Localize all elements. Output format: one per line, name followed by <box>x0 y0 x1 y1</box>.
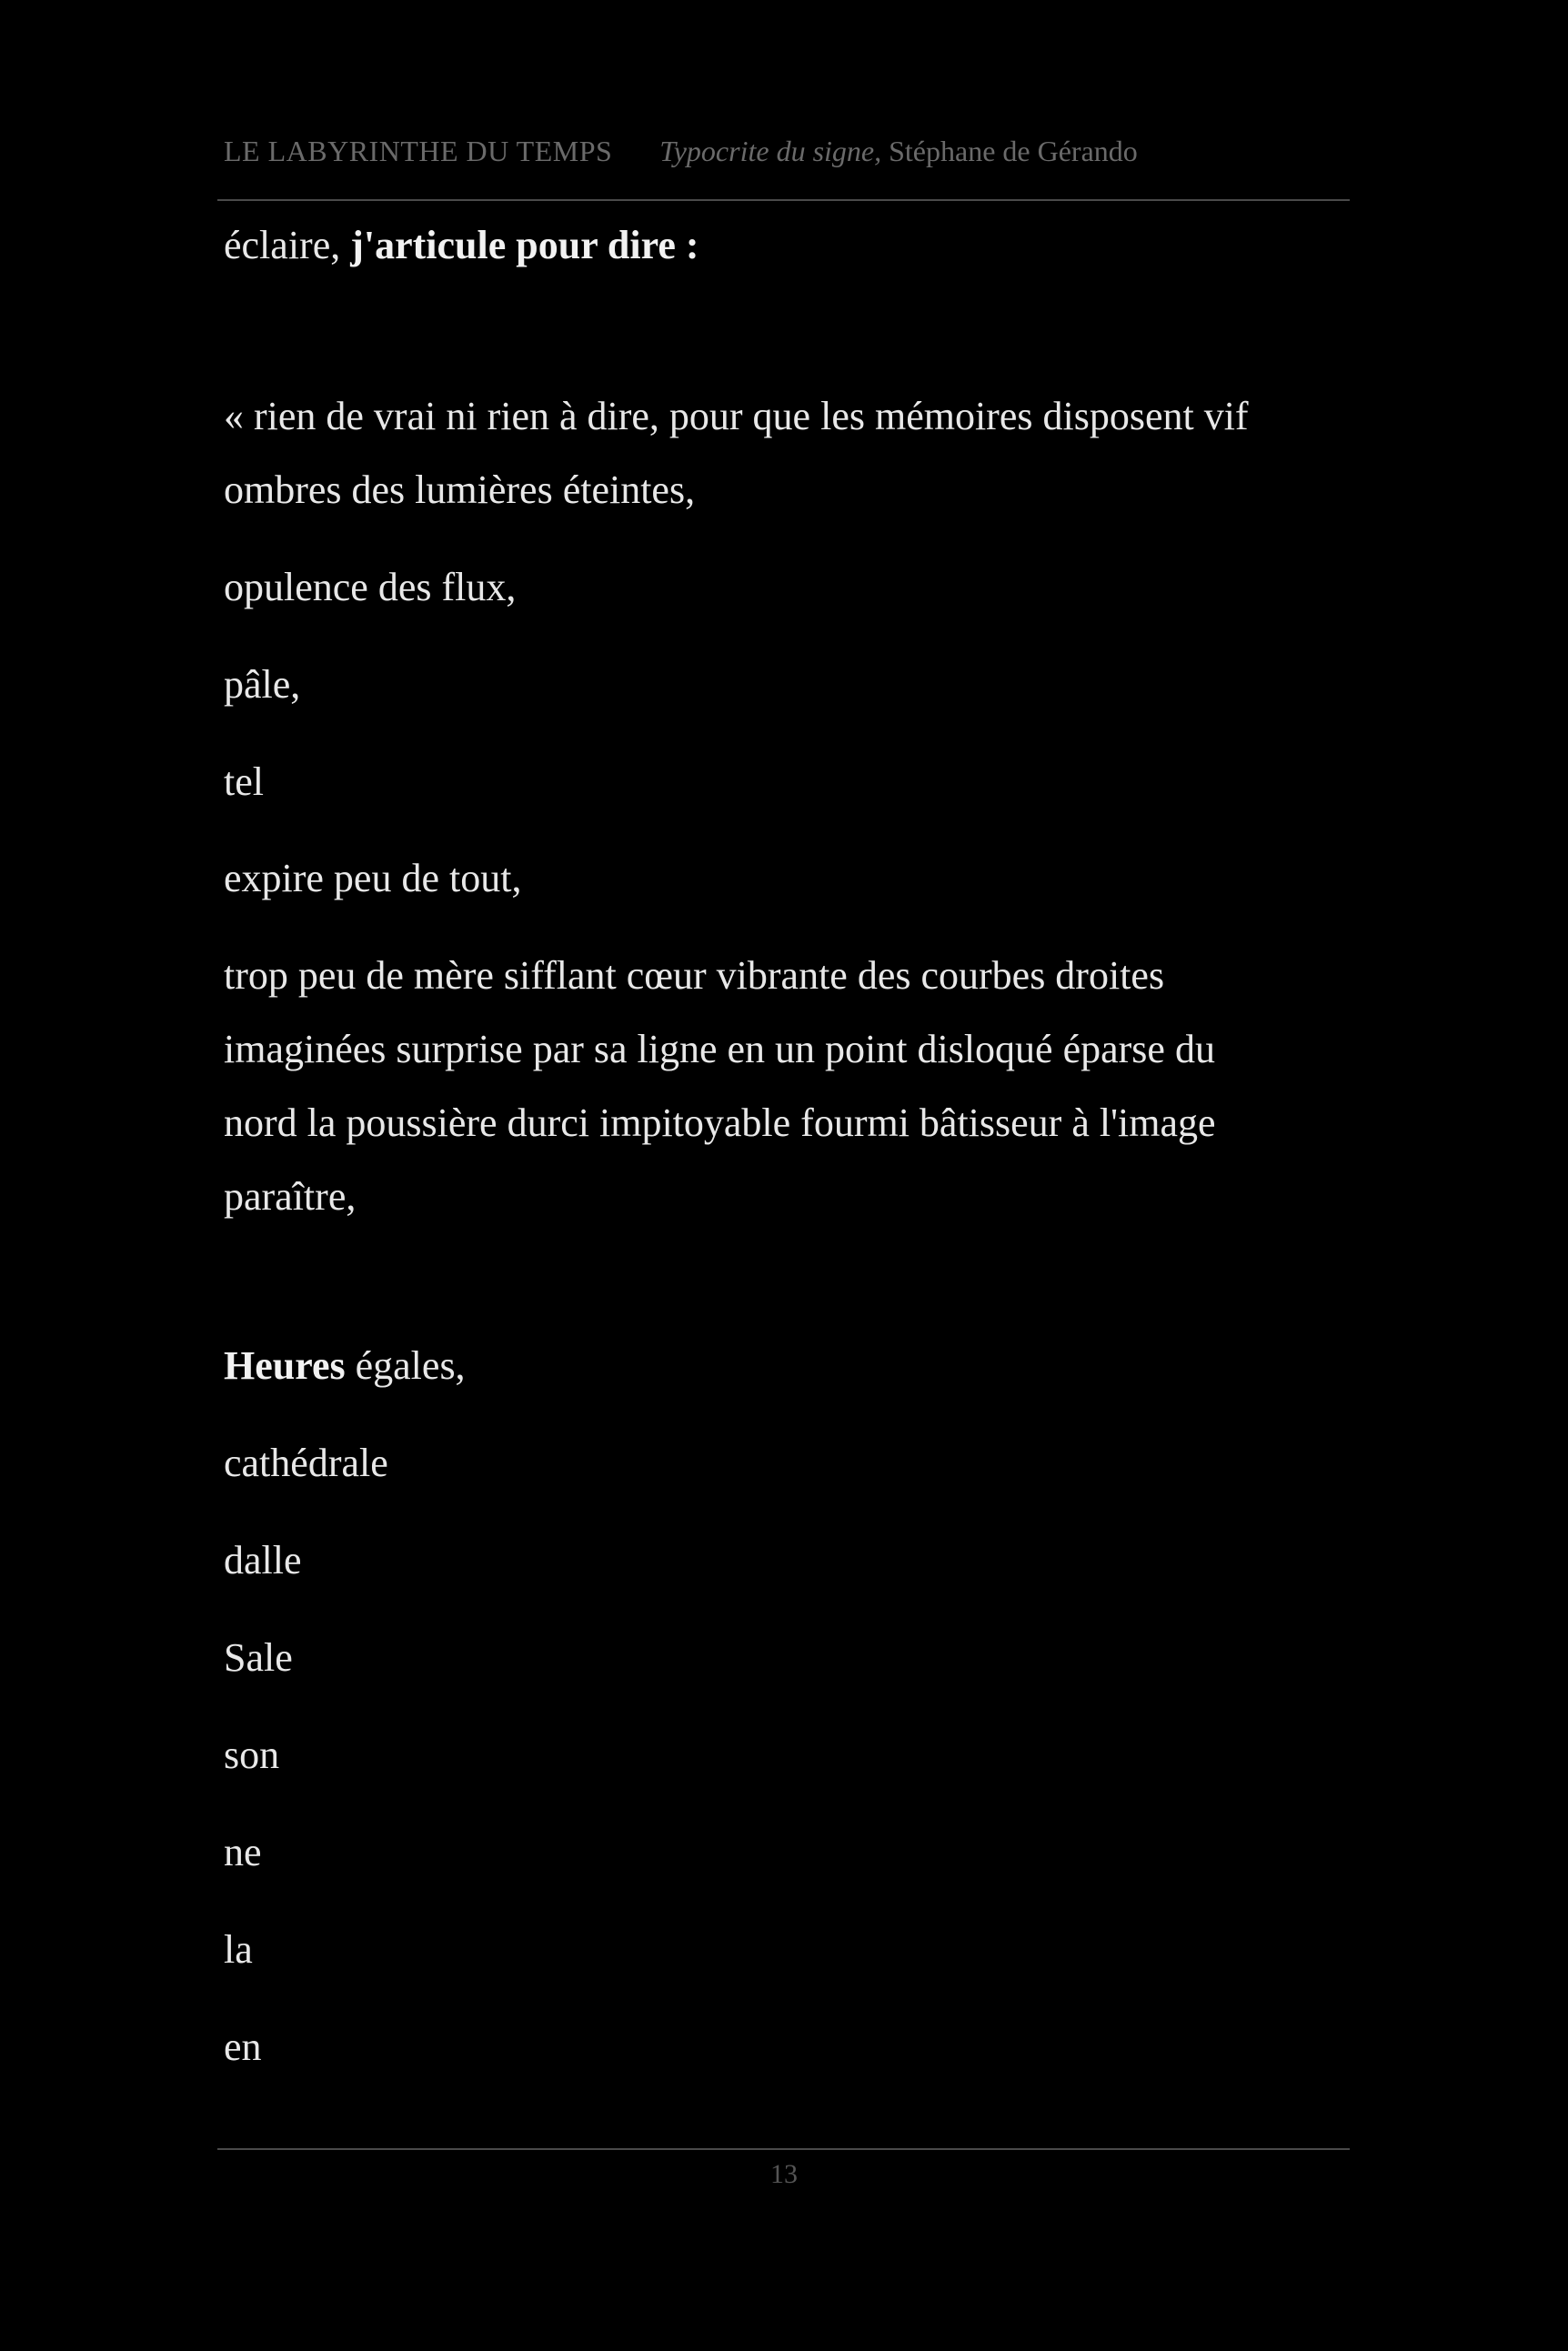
text-line-16: son <box>224 1733 280 1777</box>
text-line-19: en <box>224 2024 262 2069</box>
line-12-plain: égales, <box>345 1343 466 1388</box>
header-rule <box>217 199 1350 201</box>
series-title: LE LABYRINTHE DU TEMPS <box>224 135 613 167</box>
text-line-18: la <box>224 1927 253 1972</box>
text-line-13: cathédrale <box>224 1441 388 1485</box>
text-line-6: tel <box>224 759 264 804</box>
page-number: 13 <box>770 2159 798 2189</box>
text-line-8: trop peu de mère sifflant cœur vibrante des courbes droites <box>224 953 1165 998</box>
footer-rule <box>217 2148 1350 2150</box>
work-title: Typocrite du signe, <box>659 135 882 167</box>
text-line-3: ombres des lumières éteintes, <box>224 467 696 512</box>
text-line-9: imaginées surprise par sa ligne en un point disloqué éparse du <box>224 1027 1215 1071</box>
text-line-15: Sale <box>224 1635 293 1680</box>
text-line-17: ne <box>224 1830 262 1874</box>
text-line-11: paraître, <box>224 1174 357 1219</box>
text-line-2: « rien de vrai ni rien à dire, pour que les mémoires disposent vif <box>224 394 1249 438</box>
text-line-14: dalle <box>224 1538 302 1582</box>
running-header <box>224 135 1138 168</box>
text-line-10: nord la poussière durci impitoyable fourmi bâtisseur à l'image <box>224 1100 1216 1145</box>
text-line-7: expire peu de tout, <box>224 856 522 900</box>
line-1-plain: éclaire, <box>224 223 351 267</box>
line-1-bold: j'articule pour dire : <box>350 223 699 267</box>
text-line-1 <box>224 223 699 267</box>
author-name: Stéphane de Gérando <box>889 135 1138 167</box>
line-12-bold: Heures <box>224 1343 346 1388</box>
text-line-5: pâle, <box>224 662 301 707</box>
text-line-4: opulence des flux, <box>224 565 517 609</box>
text-line-12 <box>224 1343 466 1388</box>
